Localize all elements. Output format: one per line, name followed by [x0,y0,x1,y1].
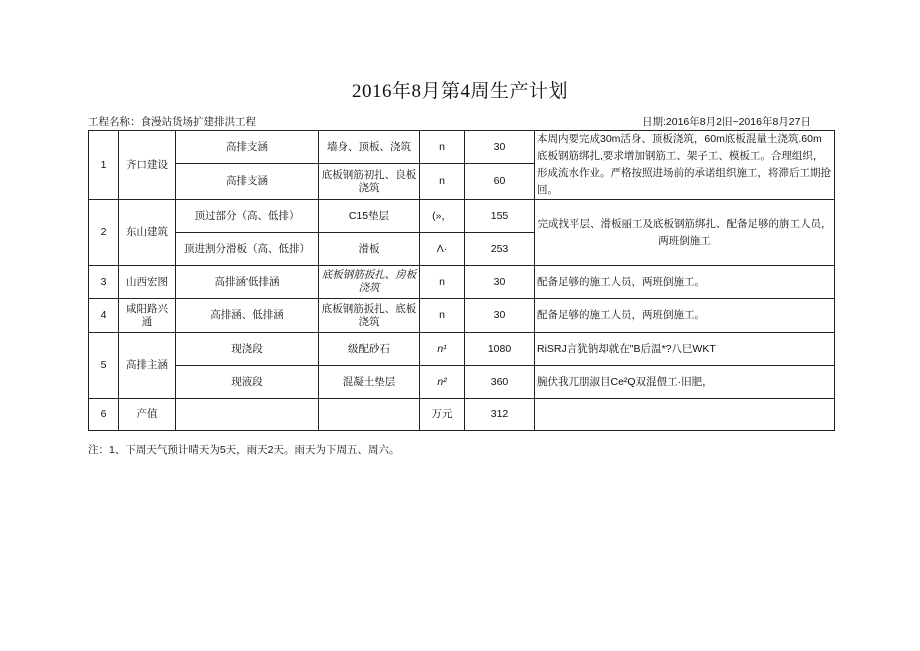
team-name: 高排主涵 [119,333,176,399]
work-content: 级配砂石 [319,333,420,366]
row-number: 3 [89,266,119,299]
work-part: 高排涵'低排涵 [176,266,319,299]
work-content: C15垫层 [319,200,420,233]
table-row [89,200,835,233]
work-part [176,399,319,431]
work-content: 滑板 [319,233,420,266]
project-name: 工程名称：食漫站货场扩建排洪工程 [88,116,256,128]
unit: n¹ [420,333,465,366]
work-part: 高排支涵 [176,164,319,200]
row-number: 1 [89,131,119,200]
table-row [89,131,835,164]
table-row [89,266,835,299]
table-row [89,399,835,431]
work-part: 高排支涵 [176,131,319,164]
work-part: 顶过部分（高、低排） [176,200,319,233]
quantity: 30 [465,266,535,299]
quantity: 253 [465,233,535,266]
team-name: 产值 [119,399,176,431]
quantity: 30 [465,299,535,333]
quantity: 360 [465,366,535,399]
measures-note: 本周内要完成30m活身、顶板浇筑，60m底板混量土浇筑.60m底板钢筋绑扎,要求增加钢筋工、架子工、模板工。合理组织，形成流水作业。严格按照进场前的承诺组织施工，将滞后工期抢回。 [535,131,835,200]
unit: n [420,266,465,299]
unit: 万元 [420,399,465,431]
work-content: 混凝土垫层 [319,366,420,399]
measures-note: 完成找平层、滑板丽工及底板钢筋绑扎、配备足够的旃工人员，两班倒施工 [535,200,835,266]
team-name: 齐口建设 [119,131,176,200]
production-plan-table [88,130,835,431]
footnote: 注：1、下周天气预计晴天为5天，雨天2天。雨天为下周五、周六。 [88,444,400,456]
work-content: 底板钢筋扳扎、房板浇筑 [319,266,420,299]
measures-note-line-2: 腕伏我兀朋淑目Ce²Q双混偎工·旧肥， [535,366,835,399]
team-name: 山西宏图 [119,266,176,299]
row-number: 4 [89,299,119,333]
quantity: 60 [465,164,535,200]
quantity: 1080 [465,333,535,366]
work-part: 现浇段 [176,333,319,366]
date-range: 日期:2016年8月2旧~2016年8月27日 [642,116,811,128]
work-content: 底板钢筋初扎、良板浇筑 [319,164,420,200]
row-number: 6 [89,399,119,431]
row-number: 5 [89,333,119,399]
team-name: 咸阳路兴通 [119,299,176,333]
page-title: 2016年8月第4周生产计划 [351,81,568,102]
row-number: 2 [89,200,119,266]
unit: n [420,164,465,200]
quantity: 155 [465,200,535,233]
team-name: 东山建筑 [119,200,176,266]
measures-note: 配备足够的施工人员，两班倒施工。 [535,266,835,299]
measures-note: 配备足够的施工人员，两班倒施工。 [535,299,835,333]
table-row [89,366,835,399]
quantity: 312 [465,399,535,431]
work-content: 墙身、顶板、浇筑 [319,131,420,164]
work-content: 底板钢筋扳扎、底板浇筑 [319,299,420,333]
quantity: 30 [465,131,535,164]
work-part: 现液段 [176,366,319,399]
unit: n [420,299,465,333]
unit: Λ· [420,233,465,266]
unit: (»， [420,200,465,233]
work-part: 顶进割分滑板（高、低排） [176,233,319,266]
table-row [89,299,835,333]
table-row [89,333,835,366]
unit: n [420,131,465,164]
unit: n² [420,366,465,399]
work-content [319,399,420,431]
measures-note [535,399,835,431]
work-part: 高排涵、低排涵 [176,299,319,333]
measures-note-line-1: RiSRJ言犹钠却就在"B后温*?八巳WKT [535,333,835,366]
